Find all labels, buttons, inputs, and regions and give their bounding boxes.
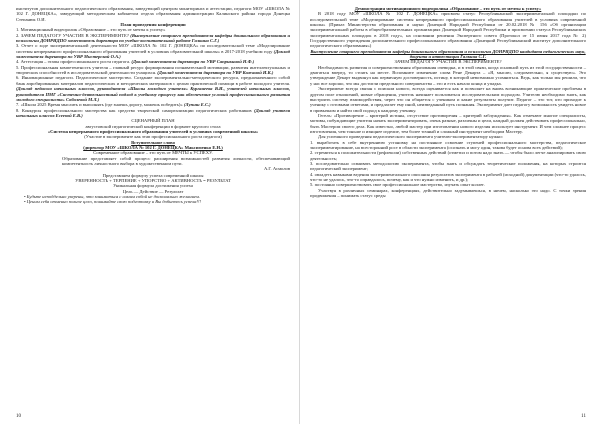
plan-item-1: 1. Мотивационный видеоролик «Образование – это путь от мечты к успеху» <box>16 27 166 33</box>
requirement-1: 1. выработать в себе внутреннюю установку на постоянное освоение ступеней профессионального мастерства, педагогическое экспериментирование, на всесторонний рост в области эксперимента (осознать и могу один, такова будет основа всех действий); <box>310 139 586 150</box>
closing-paragraph: Участвуя в различных семинарах, конференциях, действительно задумываешься, в ничем, насколько это надо. С точки зрения продвижения – понимать статус среды <box>310 187 586 199</box>
speaker-heading: Выступление старшего преподавателя кафедры дошкольного образования и психологии ДОНРИДПО кандидата педагогических наук, доцента и аттестации Галкина С.Г. <box>310 48 586 60</box>
formula-intro: Представляем формулу успеха современной школы <box>102 172 204 178</box>
right-page <box>300 0 600 424</box>
epigraph-author: А.Г. Асмолов <box>263 166 290 172</box>
conference-plan-heading: План проведения конференции <box>120 22 186 28</box>
plan-item-8: 8. Конкурсы профессионального мастерства как средство творческой самореализации педагогических работников (Доклад учителя начальных классов Есеевой Е.В.) <box>16 107 290 118</box>
success-formula: УВЕРЕННОСТЬ + ТЕРПЕНИЕ + УПОРСТВО + АКТИВНОСТЬ = РЕЗУЛЬТАТ <box>75 178 231 183</box>
plan-item-4: 4. Аттестация – этапы профессионального роста педагога. (Доклад заместителя директора по УВР Саприкиной Н.Ф.) <box>16 59 255 65</box>
status-paragraph: В 2018 году МОУ «ШКОЛА № 102 Г. ДОНЕЦКА» присвоен статус Республиканской экспериментальной площадки по исследовательской теме «Моделирование системы непрерывного профессионального образования учителей в условиях современной школы» (Приказ Министерства образования и науки Донецкой Народной Республики от 20.02.2018 № 156 «Об организации экспериментальной работы в общеобразовательных организациях Донецкой Народной Республики и присвоении статуса Республиканских экспериментальных площадок в 2018 году», на основании решения Экспертного совета (Протокол от 15 июня 2017 года № 2) Государственного учреждения дополнительного профессионального образования «Донецкий Республиканский институт дополнительного педагогического образования») <box>310 11 586 49</box>
necessity-paragraph: Необходимость развития и совершенствования образования очевидна, и в этой связи, когда основной путь из этой государственности – двигаться вперед, то стоять на месте. Вспомните изменение слова Рене Декарта – «Я, мыслю, следовательно, я существую». Это утверждение Декарт выдвинул как первичную достоверность, истину, в которой невозможно усомниться. Ведь, как только мы решили, что у нас все хорошо, что мы достигли предельного совершенства – это и есть начало конца и упадка. <box>310 64 586 86</box>
intro-paragraph: институтов дополнительного педагогического образования, заведующий центром мониторинга и аттестации, педагоги МОУ «ШКОЛА № 102 Г. ДОНЕЦКА», заведующий методическим кабинетом отдела образования администрации Калинского района города Донецка Степанюк О.И. <box>16 6 290 22</box>
requirement-4: 4. овладеть навыками ведения экспериментального описания результатов эксперимента в рабочей (исходной) документации (что-то удалось, что-то не удалось, что-то оправдалось, почему, как и что нужно изменить, и др.); <box>310 171 586 182</box>
steps-formula: Цель — Действие — Результат <box>122 188 184 194</box>
requirement-5: 5. постоянно совершенствовать свое профессиональное мастерство, изучать опыт коллег. <box>310 182 485 188</box>
scenario-heading: СЦЕНАРНЫЙ ПЛАН <box>131 118 175 124</box>
plan-item-3: 3. Отчет о ходе экспериментальной деятельности МОУ «ШКОЛА № 102 Г. ДОНЕЦКА» по исследовательской теме «Моделирование системы непрерывного профессионального образования учителей в условиях образовательной школы» в 2017-2018 учебном году (Доклад заместителя директора по УВР Мистерской О.А.) <box>16 43 290 60</box>
plan-item-2: 2. ЗАЧЕМ ПЕДАГОГУ УЧАСТИЕ В ЭКСПЕРИМЕНТЕ? (Выступление старшего преподавателя кафедры дошкольного образования и психологии ДОНРИДПО заместитель директора по учебно-воспитательной работе Галкина С.Г.) <box>16 32 291 44</box>
bullet-item-1: • Будьте неподдельно уверены, что заниматься с самим собой не досконально желанием. <box>24 194 201 200</box>
steps-intro: Уникальная формула достижения успеха <box>113 183 193 189</box>
video-heading: Демонстрация мотивационного видеоролика «Образование – это путь от мечты к успеху» <box>354 6 542 11</box>
hegel-paragraph: Гегель: «Противоречие – критерий истины, отсутствие противоречия – критерий заблуждения». Как отмечают многие специалисты, мотивы, побуждающие учителя начать экспериментировать, очень разные, различны и цели, каждый должен действовать профессионально, быть Мастером своего дела. Как известно, любой мастер при изготовлении нового изделия использует инструмент. И чем сложнее процесс изготовления, чем тоньше и изящнее изделие, тем более точный и сложный инструмент необходим Мастеру. <box>310 112 586 134</box>
requirement-3: 3. последовательно осваивать методологию эксперимента, чтобы знать и обсуждать теоретические положения, на которых строится педагогический эксперимент; <box>310 160 586 172</box>
bullet-item-2: • Ценим себя отменно полное цело, понимайте свою подготовку и Вы добьетесь успеха!!! <box>24 199 202 205</box>
plan-item-5: 5. Профессиональная компетентность учителя – главный ресурс формирования познавательной мотивации, развития интеллектуальных и творческих способностей в исследовательской деятельности учащихся. (Доклад заместителя директора по УВР Кожаной И.К.) <box>16 64 290 76</box>
requirement-2: 2. стремиться к положительности (рефлексии) собственных действий (отметил и потом надо знать — чтобы было легче анализировать свою деятельность; <box>310 150 586 161</box>
opening-text: Современное образование – это путь от МЕЧТЫ к УСПЕХУ. <box>93 150 213 156</box>
opening-heading: Вступительное слово <box>131 139 175 145</box>
opening-speaker: (директор МОУ «ШКОЛА № 102 Г. ДОНЕЦКА» Максименко Е.Н.) <box>83 144 223 150</box>
why-heading: ЗАЧЕМ ПЕДАГОГУ УЧАСТИЕ В ЭКСПЕРИМЕНТЕ? <box>394 59 502 65</box>
scenario-subtitle: августовской педагогической конференции в формате круглого стола <box>85 123 221 129</box>
scenario-subtitle-2: (Участие в эксперименте как этап профессионального роста педагога) <box>84 134 222 140</box>
scenario-title: «Система непрерывного профессионального образования учителей в условиях современной школы» <box>47 128 259 134</box>
experiment-paragraph: Эксперимент всегда связан с поиском нового, всегда оценивается как и позволяет на вновь возникающие практические проблемы в другом поле отношений, новые обращения, учитель начинает пользоваться исследовательским подходом. Учителю необходимо знать, как выстроить систему взаимодействия, через что он общается с учеником и какие результаты получит. Педагог – это тот, кто приходит к ученику с готовыми ответами, и предлагает ему иной, неизведанный путь познания. Эксперимент дает педагогу возможность увидеть новое в привычном и найти свой подход к каждому ученику. <box>310 86 586 113</box>
page-number-left: 10 <box>16 414 21 419</box>
plan-item-6: 6. Инновационные педагоги. Педагогическое мастерство. Создание экспериментально-методического ресурса, предназначенного собой банк апробированных материалов педагогических и методических материалов с целью практической помощи в работе молодого учителя. (Доклад педагога начальных классов, руководителя «Школы молодого учителя» Курганеева В.И., учителей начальных классов, руководителя ПМГ «Системно-деятельностный подход к учебному процессу как обеспечение условий профессионального развития молодого специалиста» Соболевой М.Л.) <box>16 75 290 102</box>
plan-item-7: 7. «Школа 2025 Время мыслить и выполнять (где знаешь дорогу, можешь победить)» (Лупиш Е.С.) <box>16 102 211 108</box>
requirements-intro: Для успешного проведения педагогического эксперимента учителю-экспериментатору нужно: <box>318 134 503 140</box>
page-number-right: 11 <box>581 414 586 419</box>
epigraph-quote: Образование представляет собой процесс расширения возможностей развития личности, обеспечивающий компетентность личностного выбора в художественном пути. <box>62 155 290 166</box>
